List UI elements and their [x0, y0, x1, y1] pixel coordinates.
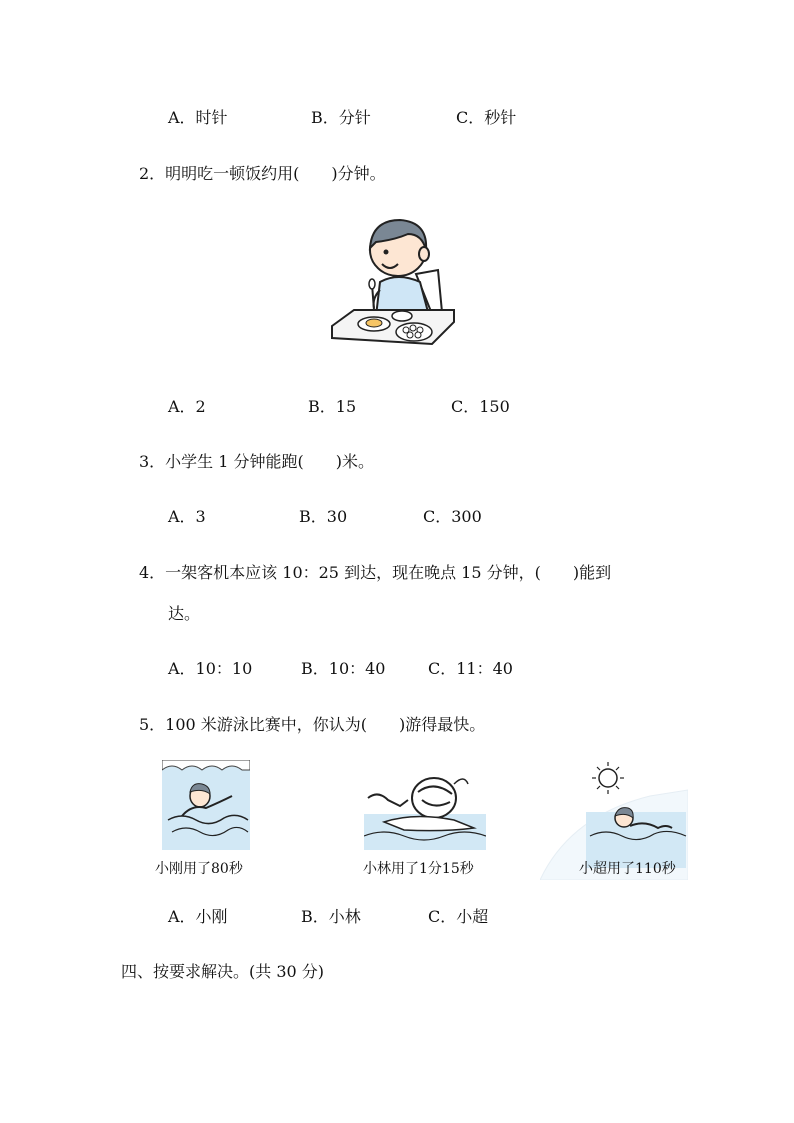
q1-option-a: A．时针	[168, 108, 228, 127]
swimmer-xiaolin-illustration	[364, 770, 486, 850]
q2-option-c: C．150	[451, 397, 510, 416]
q5-option-a: A．小刚	[168, 907, 228, 926]
section-4-heading: 四、按要求解决。(共 30 分)	[121, 962, 325, 981]
q1-option-c: C．秒针	[456, 108, 517, 127]
q2-option-b: B．15	[308, 397, 357, 416]
q5-question: 5．100 米游泳比赛中，你认为( )游得最快。	[139, 715, 486, 734]
q4-option-b: B．10：40	[301, 659, 386, 678]
caption-xiaogang: 小刚用了80秒	[155, 861, 243, 877]
caption-xiaolin: 小林用了1分15秒	[363, 861, 474, 877]
q3-option-c: C．300	[423, 507, 482, 526]
q4-option-a: A．10：10	[168, 659, 253, 678]
boy-eating-illustration	[328, 212, 458, 362]
swimmer-xiaogang-illustration	[162, 760, 250, 850]
q4-question-line2: 达。	[168, 604, 201, 623]
q4-option-c: C．11：40	[428, 659, 513, 678]
q5-option-b: B．小林	[301, 907, 361, 926]
q4-question-line1: 4．一架客机本应该 10：25 到达，现在晚点 15 分钟，( )能到	[139, 563, 612, 582]
caption-xiaochao: 小超用了110秒	[579, 861, 676, 877]
q2-question: 2．明明吃一顿饭约用( )分钟。	[139, 164, 386, 183]
q5-option-c: C．小超	[428, 907, 489, 926]
q3-question: 3．小学生 1 分钟能跑( )米。	[139, 452, 375, 471]
q3-option-a: A．3	[168, 507, 206, 526]
q2-option-a: A．2	[168, 397, 206, 416]
q1-option-b: B．分针	[311, 108, 371, 127]
q3-option-b: B．30	[299, 507, 348, 526]
